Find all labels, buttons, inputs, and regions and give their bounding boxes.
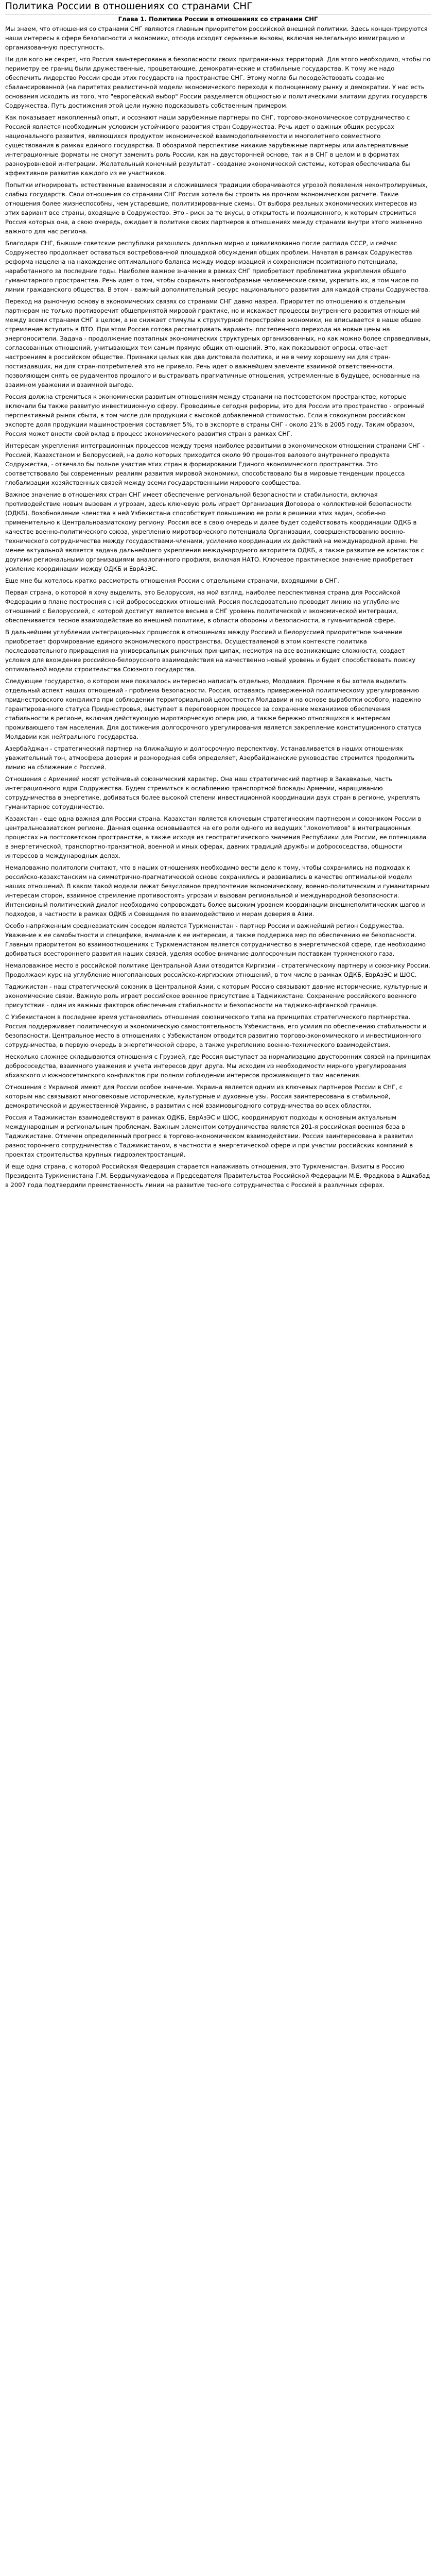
paragraph: И еще одна страна, с которой Российская Федерация старается налаживать отношения, это Туркменистан. Визиты в Россию Президента Туркменистана Г.М. Бердымухамедова и Председателя Правительства Российской Федерации М.Е. Фрадкова в Ашхабад в 2007 года подтвердили преемственность линии на развитие тесного сотрудничества с Россией в различных сферах. <box>5 1163 430 1189</box>
paragraph: Немаловажно политологи считают, что в наших отношениях необходимо вести дело к тому, чтобы сохранились на подходах к российско-казахстанским на симметрично-прагматической основе сохранились и развивались в качестве оптимальной модели наших отношений. В каком такой модели лежат безусловное предпочтение экономическому, военно-политическим и гуманитарным интересам сторон, взаимное стремление противостоять угрозам и вызовам региональной и международной безопасности. Интенсивный политический диалог необходимо сопровождать более высоким уровнем координации внешнеполитических шагов и подходов, в частности в рамках ОДКБ и Совещания по взаимодействию и мерам доверия в Азии. <box>5 864 430 918</box>
paragraph: Еще мне бы хотелось кратко рассмотреть отношения России с отдельными странами, входящими в СНГ. <box>5 577 339 584</box>
paragraph: Отношения с Украиной имеют для России особое значение. Украина является одним из ключевых партнеров России в СНГ, с которым нас связывают многовековые исторические, культурные и духовные узы. Россия заинтересована в стабильной, демократической и дружественной Украине, в развитии с ней взаимовыгодного сотрудничества во всех областях. <box>5 1083 403 1109</box>
paragraph: В дальнейшем углублении интеграционных процессов в отношениях между Россией и Белоруссией приоритетное значение приобретает формирование единого экономического пространства. Осуществляемой в этом контексте политика последовательного приращения на универсальных рыночных принципах, несмотря на все возникающие сложности, создает условия для вхождение российско-белорусского взаимодействия на качественно новый уровень и будет способствовать поиску оптимальной модели строительства Союзного государства. <box>5 629 416 673</box>
paragraph: Россия должна стремиться к экономически развитым отношениям между странами на постсоветском пространстве, которые включали бы также развитую инвестиционную сферу. Проводимые сегодня реформы, это для России это пространство - огромный перспективный рынок сбыта, в том числе для продукции с высокой добавленной стоимостью. Если в совокупном российском экспорте доля продукции машиностроения составляет 5%, то в экспорте в страны СНГ - около 21% в 2005 году. Таким образом, Россия может внести свой вклад в процесс экономического развития стран в рамках СНГ. <box>5 393 425 437</box>
paragraph: Важное значение в отношениях стран СНГ имеет обеспечение региональной безопасности и стабильности, включая противодействие новым вызовам и угрозам, здесь ключевую роль играет Организация Договора о коллективной безопасности (ОДКБ). Возобновление членства в ней Узбекистана способствует повышению ее роли в решении этих задач, особенно применительно к Центральноазиатскому региону. Россия все в свою очередь и далее будет содействовать координации ОДКБ в качестве военно-политического союза, укреплению миротворческого потенциала Организации, совершенствованию военно-технического сотрудничества между государствами-членами, усилению координации их действий на международной арене. Не менее актуальной является задача дальнейшего укрепления международного авторитета ОДКБ, а также развитие ее контактов с другими региональными организациями аналогичного профиля, включая НАТО. Ключевое практическое значение приобретает усиление координации между ОДКБ и ЕврАзЭС. <box>5 491 424 572</box>
paragraph: Таджикистан - наш стратегический союзник в Центральной Азии, с которым Россию связывают давние исторические, культурные и экономические связи. Важную роль играет российское военное присутствие в Таджикистане. Сохранение российского военного присутствия - один из важных факторов обеспечения стабильности и безопасности на таджико-афганской границе. <box>5 983 428 1009</box>
paragraph: Россия и Таджикистан взаимодействуют в рамках ОДКБ, ЕврАзЭС и ШОС, координируют подходы к основным актуальным международным и региональным проблемам. Важным элементом сотрудничества является 201-я российская военная база в Таджикистане. Отмечен определенный прогресс в торгово-экономическом взаимодействии. Россия заинтересована в развитии разностороннего сотрудничества с Таджикистаном, в частности в энергетической сфере и при участии российских компаний в проектах строительства крупных гидроэлектростанций. <box>5 1114 413 1158</box>
paragraph: Интересам укрепления интеграционных процессов между тремя наиболее развитыми в экономическом отношении странами СНГ - Россией, Казахстаном и Белоруссией, на долю которых приходится около 90 процентов валового внутреннего продукта Содружества, - отвечало бы полное участие этих стран в формировании Единого экономического пространства. Это соответствовало бы современным реалиям развития мировой экономики, способствовало бы в мировые тенденции процесса глобализации хозяйственных связей между всеми государственными мирового сообщества. <box>5 442 425 486</box>
page-title: Политика России в отношениях со странами СНГ <box>5 1 431 14</box>
chapter-title: Глава 1. Политика России в отношениях со странами СНГ <box>118 15 318 23</box>
paragraph: Отношения с Арменией носят устойчивый союзнический характер. Она наш стратегический партнер в Закавказье, часть интеграционного ядра Содружества. Будем стремиться к ослаблению транспортной блокады Армении, наращиванию сотрудничества в энергетике, добиваться более высокой степени инвестиционной координации двух стран в регионе, укреплять гуманитарное сотрудничество. <box>5 775 421 810</box>
paragraph: Мы знаем, что отношения со странами СНГ являются главным приоритетом российской внешней политики. Здесь концентрируются наши интересы в сфере безопасности и экономики, отсюда исходят серьезные вызовы, включая нелегальную иммиграцию и организованную преступность. <box>5 25 428 51</box>
paragraph: Благодаря СНГ, бывшие советские республики разошлись довольно мирно и цивилизованно после распада СССР, и сейчас Содружество продолжает оставаться востребованной площадкой обсуждения общих проблем. Начатая в рамках Содружества реформа нацелена на нахождение оптимального баланса между модернизацией и сохранением позитивного потенциала, наработанного за последние годы. Наиболее важное значение в рамках СНГ приобретают проблематика укрепления общего гуманитарного пространства. Речь идет о том, чтобы сохранить многообразные человеческие связи, укрепить их, в том числе по линии гражданского общества. В этом - важный дополнительный ресурс национального развития для каждой страны Содружества. <box>5 240 430 293</box>
paragraph: Ни для кого не секрет, что Россия заинтересована в безопасности своих приграничных территорий. Для этого необходимо, чтобы по периметру ее границ были дружественные, процветающие, демократические и стабильные государства. К тому же надо обеспечить лидерство России среди этих государств на пространстве СНГ. Этому могла бы посодействовать создание сбалансированной (на паритетах реалистичной модели экономического перехода к полноценному рынку и демократии. У нас есть основания исходить из того, что "европейский выбор" России разделяется общностью и политическими элитами других государств Содружества. Путь достижения этой цели нужно подсказывать собственным примером. <box>5 56 431 109</box>
page <box>0 0 436 1192</box>
paragraph: Особо напряженным среднеазиатским соседом является Туркменистан - партнер России и важнейший регион Содружества. Уважение к ее самобытности и специфике, внимание к ее интересам, а также поддержка мер по обеспечению ее безопасности. Главным приоритетом во взаимоотношениях с Туркменистаном является сотрудничество в энергетической сфере, где необходимо добиваться всестороннего развития наших связей, уделяя особое внимание долгосрочным поставкам туркменского газа. <box>5 922 426 957</box>
paragraph: Немаловажное место в российской политике Центральной Азии отводится Киргизии - стратегическому партнеру и союзнику России. Продолжаем курс на углубление многоплановых российско-киргизских отношений, в том числе в рамках ОДКБ, ЕврАзЭС и ШОС. <box>5 962 430 978</box>
article-body <box>5 24 431 1190</box>
paragraph: Несколько сложнее складываются отношения с Грузией, где Россия выступает за нормализацию двусторонних связей на принципах добрососедства, взаимного уважения и учета интересов друг друга. Мы исходим из необходимости мирного урегулирования абхазского и южноосетинского конфликтов при полном соблюдении интересов проживающего там населения. <box>5 1053 431 1079</box>
paragraph: Азербайджан - стратегический партнер на ближайшую и долгосрочную перспективу. Устанавливается в наших отношениях уважительный тон, атмосфера доверия и разнородная себя определяет, Азербайджанские руководство стремится продолжить линию на сближение с Россией. <box>5 745 415 771</box>
paragraph: Следующее государство, о котором мне показалось интересно написать отдельно, Молдавия. Прочнее я бы хотела выделить отдельный аспект наших отношений - проблема безопасности. Россия, оставаясь приверженной политическому урегулированию приднестровского конфликта при соблюдении территориальной целостности Молдавии и на основе выработки особого, надежно гарантированного статуса Приднестровья, выступает в переговорном процессе за сохранение механизмов обеспечения стабильности в регионе, включая действующую миротворческую операцию, а также бережно относящихся к интересам проживающего там населения. Для достижения долгосрочного урегулирования является закрепление конституционного статуса Молдавии как нейтрального государства. <box>5 677 422 740</box>
paragraph: Переход на рыночную основу в экономических связях со странами СНГ давно назрел. Приоритет по отношению к отдельным партнерам не только противоречит общепринятой мировой практике, но и искажает процессы внутреннего развития отношений между всеми странами СНГ в целом, а не снижает стимулы к структурной перестройке экономики, не вписывается в наше общее стремление вступить в ВТО. При этом Россия готова рассматривать варианты постепенного перехода на новые цены на энергоносители. Задача - продолжение поэтапных экономических структурных организованных, но как можно более справедливых, согласованных отношений, учитывающих тем самым прямую общих отношений. Это, как показывают опросы, отвечает настроениям в российском обществе. Признаки целых как два диктовала политика, и не в чему хорошему ни для стран-постиздавших, ни для стран-потребителей это не привело. Речь идет о важнейшем элементе взаимной ответственности, позволяющем снять ее рудаментов прошлого и выстраивать прагматичные отношения, устремленные в будущее, основанные на взаимном уважении и взаимной выгоде. <box>5 298 431 388</box>
paragraph: Попытки игнорировать естественные взаимосвязи и сложившиеся традиции оборачиваются угрозой появления неконтролируемых, слабых государств. Свои отношения со странами СНГ Россия хотела бы строить на прочном экономическом расчете. Такие отношения более жизнеспособны, чем устаревшие, политизированные схемы. От выбора реальных экономических интересов из этих вариант все страны, входящие в Содружество. Это - риск за те вкусы, в открытость и позиционного, к которым стремиться Россия которых она, а свою очередь, ожидает в политике своих партнеров в отношениях между странами внутри этого жизненно важного для нас региона. <box>5 181 428 235</box>
paragraph: Казахстан - еще одна важная для России страна. Казахстан является ключевым стратегическим партнером и союзником России в центральноазиатском регионе. Данная оценка основывается на его роли одного из ведущих "локомотивов" в интеграционных процессах на постсоветском пространстве, а также исходя из геостратегического значения Республики для России, ее потенциала в энергетической, транспортно-транзитной, военной и иных сферах, давних традиций дружбы и добрососедства, общности интересов в международных делах. <box>5 815 427 859</box>
paragraph: Первая страна, о которой я хочу выделить, это Белоруссия, на мой взгляд, наиболее перспективная страна для Российской Федерации в плане построения с ней добрососедских отношений. Россия последовательно проводит линию на углубление отношений с Белоруссией, с которой достигут являетсе весьма в СНГ уровень политической и экономической интеграции, обеспечивается тесное взаимодействие во внешней политике, в области обороны и безопасности, в гуманитарной сфере. <box>5 589 400 624</box>
paragraph: Как показывает накопленный опыт, и осознают наши зарубежные партнеры по СНГ, торгово-экономическое сотрудничество с Россией является необходимым условием устойчивого развития стран Содружества. Речь идет о важных общих ресурсах национального развития, являющихся продуктом экономической взаимодополняемости и многолетнего совместного существования в рамках единого государства. В обозримой перспективе никакие зарубежные партнеры или альтернативные интеграционные форматы не смогут заменить роль России, как на двусторонней основе, так и в СНГ в целом и в форматах разноуровневой интеграции. Желательный конечный результат - создание экономической системы, которая обеспечивала бы эффективное развитие каждого из ее участников. <box>5 114 410 177</box>
paragraph: С Узбекистаном в последнее время установились отношения союзнического типа на принципах стратегического партнерства. Россия поддерживает политическую и экономическую самостоятельность Узбекистана, его усилия по обеспечению стабильности и безопасности. Центральное место в отношениях с Узбекистаном отводится развитию торгово-экономического и инвестиционного сотрудничества, в первую очередь в энергетической сфере, а также укреплению военно-технического взаимодействия. <box>5 1013 427 1048</box>
